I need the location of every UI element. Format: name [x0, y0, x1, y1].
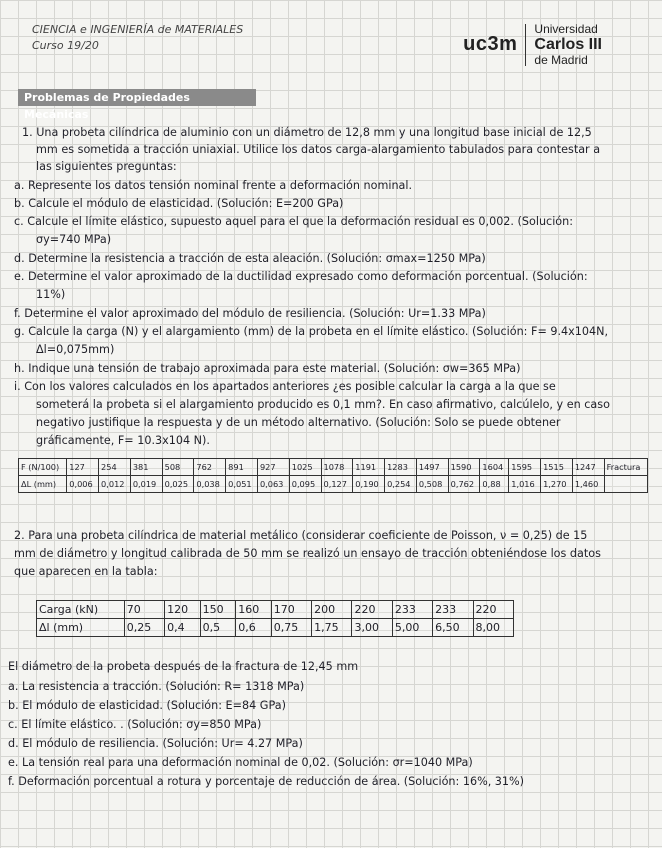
- table2-cell: 0,25: [124, 619, 164, 637]
- p1-line-2: las siguientes preguntas:: [36, 160, 177, 173]
- table2-cell: 220: [473, 601, 513, 619]
- table1-cell: 0,006: [67, 476, 99, 493]
- table1-cell: 1,270: [541, 476, 573, 493]
- university-logo: [463, 22, 602, 67]
- table1-cell: 0,038: [194, 476, 226, 493]
- load-elongation-table-1: [18, 458, 648, 493]
- table1-cell: 1604: [480, 459, 509, 476]
- p1-item-f: f. Determine el valor aproximado del módulo de resiliencia. (Solución: Ur=1.33 MPa): [14, 307, 486, 320]
- table2-cell: 120: [165, 601, 201, 619]
- table1-cell: 127: [67, 459, 99, 476]
- table1-row-label: F (N/100): [19, 459, 67, 476]
- table2-cell: 233: [433, 601, 473, 619]
- table2-cell: 0,6: [236, 619, 272, 637]
- p2-item-b: b. El módulo de elasticidad. (Solución: E=84 GPa): [8, 699, 286, 712]
- p2-line-2: que aparecen en la tabla:: [14, 565, 158, 578]
- table1-cell: 1497: [416, 459, 448, 476]
- p2-item-d: d. El módulo de resiliencia. (Solución: Ur= 4.27 MPa): [8, 737, 303, 750]
- table1-cell: 0,051: [226, 476, 258, 493]
- table1-cell: 508: [162, 459, 194, 476]
- p1-item-e: e. Determine el valor aproximado de la ductilidad expresado como deformación porcentual. (Solución:: [14, 270, 588, 283]
- p2-item-f: f. Deformación porcentual a rotura y porcentaje de reducción de área. (Solución: 16%, 31%): [8, 775, 525, 788]
- p1-item-a: a. Represente los datos tensión nominal frente a deformación nominal.: [14, 179, 413, 192]
- table2-cell: 0,5: [200, 619, 236, 637]
- table1-cell: 1515: [541, 459, 573, 476]
- table1-cell: 762: [194, 459, 226, 476]
- p1-item-h: h. Indique una tensión de trabajo aproximada para este material. (Solución: σw=365 MPa): [14, 362, 521, 375]
- p2-item-e: e. La tensión real para una deformación nominal de 0,02. (Solución: σr=1040 MPa): [8, 756, 473, 769]
- logo-divider: [525, 24, 526, 66]
- table2-cell: 6,50: [433, 619, 473, 637]
- table1-cell: 0,063: [257, 476, 289, 493]
- table1-cell: 0,508: [416, 476, 448, 493]
- table1-cell: 0,095: [289, 476, 321, 493]
- uni-line-2: Carlos III: [534, 36, 602, 53]
- table1-cell: 0,88: [480, 476, 509, 493]
- table1-cell: 1,016: [509, 476, 541, 493]
- table1-cell: 0,012: [99, 476, 131, 493]
- table1-row-label: ΔL (mm): [19, 476, 67, 493]
- table2-cell: 3,00: [352, 619, 392, 637]
- table1-cell: 891: [226, 459, 258, 476]
- p1-item-i-cont-2: negativo justifique la respuesta y de un método alternativo. (Solución: Solo se puede obtener: [36, 416, 561, 429]
- p2-item-a: a. La resistencia a tracción. (Solución: R= 1318 MPa): [8, 680, 305, 693]
- table2-cell: 1,75: [312, 619, 352, 637]
- table1-cell: 1191: [353, 459, 385, 476]
- p1-item-e-cont: 11%): [36, 288, 66, 301]
- table1-cell: 1247: [572, 459, 604, 476]
- course-year: Curso 19/20: [32, 39, 99, 52]
- p2-line-1: mm de diámetro y longitud calibrada de 50 mm se realizó un ensayo de tracción obteniéndose los datos: [14, 547, 601, 560]
- table1-cell: 1,460: [572, 476, 604, 493]
- logo-uc3m: uc3m: [463, 33, 518, 55]
- uni-line-3: de Madrid: [534, 53, 588, 67]
- table2-cell: 0,4: [165, 619, 201, 637]
- p1-item-g: g. Calcule la carga (N) y el alargamiento (mm) de la probeta en el límite elástico. (Solución: F= 9.4x104N,: [14, 325, 609, 338]
- table1-cell: 1590: [448, 459, 480, 476]
- table1-row-1: [19, 459, 648, 476]
- p1-item-i-cont-1: someterá la probeta si el alargamiento producido es 0,1 mm?. En caso afirmativo, calcúlelo, y en caso: [36, 398, 610, 411]
- table1-cell: 927: [257, 459, 289, 476]
- section-title: Problemas de Propiedades Mecánicas: [18, 89, 256, 106]
- table2-cell: 70: [124, 601, 164, 619]
- university-name: [534, 22, 602, 67]
- table1-cell: 0,254: [385, 476, 417, 493]
- table1-cell: 254: [99, 459, 131, 476]
- table2-cell: 0,75: [271, 619, 311, 637]
- table2-cell: 160: [236, 601, 272, 619]
- p2-diameter-note: El diámetro de la probeta después de la fractura de 12,45 mm: [8, 660, 359, 673]
- table1-cell: 0,127: [321, 476, 353, 493]
- table2-row-label: Carga (kN): [37, 601, 125, 619]
- table2-cell: 233: [392, 601, 432, 619]
- load-elongation-table-2: [36, 600, 514, 637]
- table2-cell: 5,00: [392, 619, 432, 637]
- table1-cell: 381: [130, 459, 162, 476]
- table1-cell: 0,025: [162, 476, 194, 493]
- p1-item-c: c. Calcule el límite elástico, supuesto aquel para el que la deformación residual es 0,002. (Solución:: [14, 215, 574, 228]
- course-title: CIENCIA e INGENIERÍA de MATERIALES: [32, 23, 244, 36]
- table1-cell: [604, 476, 647, 493]
- table1-cell: 1283: [385, 459, 417, 476]
- course-header: [32, 22, 243, 54]
- table1-cell: 1025: [289, 459, 321, 476]
- table2-cell: 220: [352, 601, 392, 619]
- p1-item-b: b. Calcule el módulo de elasticidad. (Solución: E=200 GPa): [14, 197, 344, 210]
- table1-cell: Fractura: [604, 459, 647, 476]
- p1-item-g-cont: Δl=0,075mm): [36, 343, 115, 356]
- p1-line-0: 1. Una probeta cilíndrica de aluminio con un diámetro de 12,8 mm y una longitud base inicial de 12,5: [22, 126, 592, 139]
- p1-line-1: mm es sometida a tracción uniaxial. Utilice los datos carga-alargamiento tabulados para contestar a: [36, 143, 601, 156]
- p1-item-c-cont: σy=740 MPa): [36, 233, 112, 246]
- table1-row-2: [19, 476, 648, 493]
- table2-cell: 200: [312, 601, 352, 619]
- table1-cell: 0,190: [353, 476, 385, 493]
- table2-row-label: Δl (mm): [37, 619, 125, 637]
- table1-cell: 0,019: [130, 476, 162, 493]
- table1-cell: 1595: [509, 459, 541, 476]
- table2-cell: 170: [271, 601, 311, 619]
- p1-item-i-cont-3: gráficamente, F= 10.3x104 N).: [36, 434, 210, 447]
- p2-line-0: 2. Para una probeta cilíndrica de material metálico (considerar coeficiente de Poisson, ν = 0,25) de 15: [14, 529, 588, 542]
- p1-item-i: i. Con los valores calculados en los apartados anteriores ¿es posible calcular la carga a la que se: [14, 380, 556, 393]
- p2-item-c: c. El límite elástico. . (Solución: σy=850 MPa): [8, 718, 262, 731]
- table1-cell: 1078: [321, 459, 353, 476]
- table2-row-1: [37, 601, 514, 619]
- table2-cell: 150: [200, 601, 236, 619]
- table2-cell: 8,00: [473, 619, 513, 637]
- uni-line-1: Universidad: [534, 22, 598, 36]
- p1-item-d: d. Determine la resistencia a tracción de esta aleación. (Solución: σmax=1250 MPa): [14, 252, 486, 265]
- table2-row-2: [37, 619, 514, 637]
- table1-cell: 0,762: [448, 476, 480, 493]
